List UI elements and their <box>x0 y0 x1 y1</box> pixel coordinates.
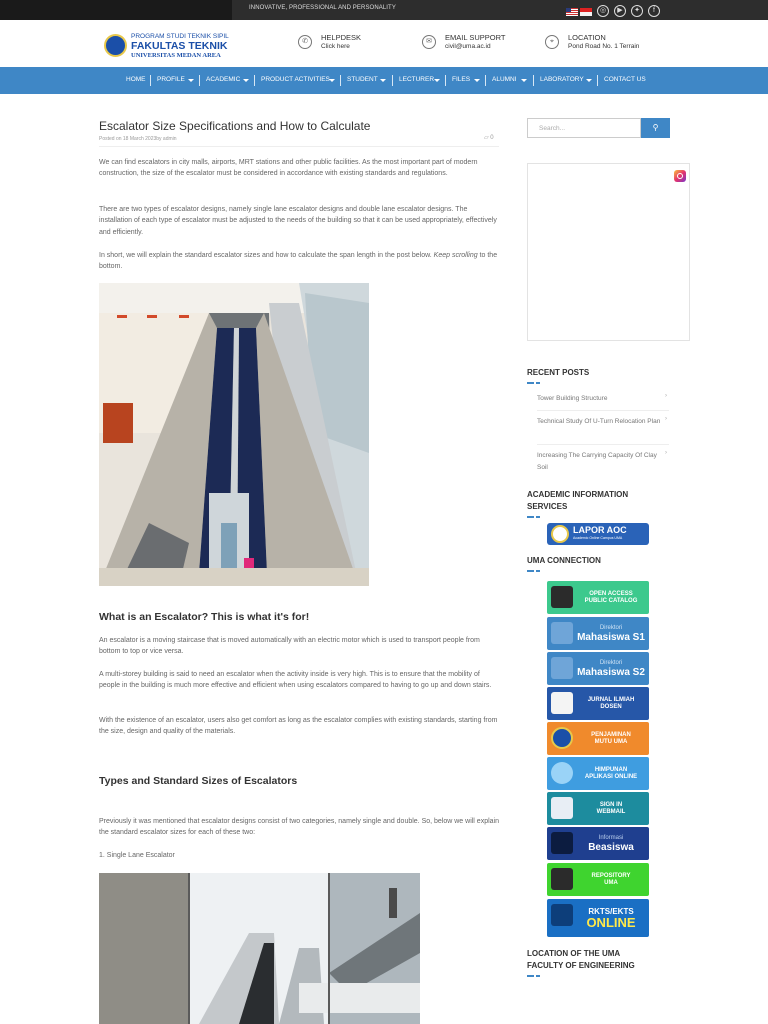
divider <box>99 146 499 147</box>
banner-text <box>575 792 647 825</box>
paragraph-3-emphasis: Keep scrolling <box>433 252 478 259</box>
banner-text <box>575 652 647 685</box>
paragraph-2: There are two types of escalator designs, namely single lane escalator designs and double lane escalator designs. The installation of each type of escalator must be adjusted to the needs of the building so that it can be used appropriately, effectively and efficiently. <box>99 206 497 236</box>
nav-lecturer[interactable]: LECTURER <box>399 76 435 83</box>
recent-posts-title: RECENT POSTS <box>527 368 590 377</box>
chevron-down-icon <box>474 79 480 82</box>
banner-line-1: REPOSITORY <box>591 872 631 879</box>
users-icon <box>551 657 573 679</box>
academic-info-title: ACADEMIC INFORMATION SERVICES <box>527 490 629 511</box>
banner-repository[interactable] <box>547 863 649 896</box>
banner-text <box>575 687 647 720</box>
book-icon <box>551 586 573 608</box>
heading-what-is-escalator: What is an Escalator? This is what it's for! <box>99 611 310 623</box>
comment-count-value: 0 <box>490 135 494 141</box>
banner-line-2: Mahasiswa S2 <box>577 666 645 678</box>
envelope-icon: ✉ <box>422 35 436 49</box>
paragraph-3 <box>99 250 499 273</box>
recent-post-link[interactable]: Increasing The Carrying Capacity Of Clay Soil <box>537 452 657 471</box>
escalator-photo <box>99 283 369 586</box>
widget-title-underline <box>527 382 540 384</box>
heading-types: Types and Standard Sizes of Escalators <box>99 775 298 787</box>
nav-separator <box>340 75 341 86</box>
main-nav <box>0 67 768 94</box>
helpdesk-link[interactable]: Click here <box>321 43 350 50</box>
banner-line-1: HIMPUNAN <box>594 766 628 773</box>
nav-separator <box>392 75 393 86</box>
university-seal-icon <box>104 34 127 57</box>
search-button[interactable] <box>641 118 670 138</box>
logo-line-2: FAKULTAS TEKNIK <box>131 40 228 52</box>
banner-line-2: PUBLIC CATALOG <box>584 597 638 604</box>
divider <box>537 444 669 445</box>
location-title: LOCATION <box>568 33 606 42</box>
chevron-down-icon <box>243 79 249 82</box>
banner-text <box>575 722 647 755</box>
banner-line-1: Informasi <box>598 834 624 841</box>
nav-separator <box>445 75 446 86</box>
banner-text <box>575 863 647 896</box>
university-seal-icon <box>551 525 569 543</box>
instagram-feed-widget <box>527 163 690 341</box>
phone-icon: ✆ <box>298 35 312 49</box>
banner-line-1: Direktori <box>599 659 623 666</box>
facebook-icon[interactable]: f <box>648 5 660 17</box>
chevron-right-icon: › <box>665 450 667 456</box>
banner-line-1: JURNAL ILMIAH <box>587 696 635 703</box>
comment-icon: ▱ <box>484 135 489 141</box>
banner-open-access-catalog[interactable] <box>547 581 649 614</box>
banner-line-2: ONLINE <box>586 914 636 930</box>
helpdesk-title: HELPDESK <box>321 33 362 42</box>
paragraph-8: 1. Single Lane Escalator <box>99 852 175 859</box>
top-bar-dark-block <box>0 0 232 20</box>
map-pin-icon: ⌖ <box>545 35 559 49</box>
university-seal-icon <box>551 727 573 749</box>
nav-files[interactable]: FILES <box>452 76 471 83</box>
nav-student[interactable]: STUDENT <box>347 76 378 83</box>
nav-separator <box>150 75 151 86</box>
chevron-down-icon <box>380 79 386 82</box>
banner-line-1: PENJAMINAN <box>591 731 631 738</box>
chevron-down-icon <box>329 79 335 82</box>
banner-line-2: UMA <box>604 879 618 886</box>
widget-title-underline <box>527 516 540 518</box>
twitter-icon[interactable]: ✦ <box>631 5 643 17</box>
chevron-right-icon: › <box>665 393 667 399</box>
banner-text <box>575 757 647 790</box>
paragraph-7: Previously it was mentioned that escalator designs consist of two categories, namely single and double. So, below we will explain the standard escalator sizes for each of these two: <box>99 818 499 837</box>
search-icon: ⚲ <box>652 123 659 132</box>
instagram-icon[interactable] <box>674 170 686 182</box>
banner-line-1: RKTS/EKTS <box>588 906 634 916</box>
search-input[interactable] <box>527 118 641 138</box>
top-bar <box>0 0 768 20</box>
email-link[interactable]: civil@uma.ac.id <box>445 43 491 50</box>
nav-contact-us[interactable]: CONTACT US <box>604 76 646 83</box>
recent-post-link[interactable]: Tower Building Structure <box>537 395 608 402</box>
banner-jurnal-ilmiah[interactable] <box>547 687 649 720</box>
paragraph-5: A multi-storey building is said to need an escalator when the activity inside is very high. This is to ensure that the mobility of people in the building is much more effective and efficient when using escalators compared to having to go up and down stairs. <box>99 671 492 690</box>
logo-line-1: PROGRAM STUDI TEKNIK SIPIL <box>131 33 229 40</box>
widget-title-underline <box>527 570 540 572</box>
banner-line-2: Mahasiswa S1 <box>577 631 645 643</box>
banner-direktori-s1[interactable] <box>547 617 649 650</box>
paragraph-4: An escalator is a moving staircase that is moved automatically with an electric motor which is used to transport people from bottom to top or vice versa. <box>99 637 480 656</box>
banner-text <box>575 581 647 614</box>
graduation-cap-icon <box>551 832 573 854</box>
paragraph-1: We can find escalators in city malls, airports, MRT stations and other public facilities. As the most important part of modern construction, the size of the escalator must be considered in accordance with existing standards and regulations. <box>99 159 478 178</box>
nav-separator <box>597 75 598 86</box>
english-flag-icon[interactable] <box>566 8 578 16</box>
nav-alumni[interactable]: ALUMNI <box>492 76 517 83</box>
single-lane-escalator-photo <box>99 873 420 1024</box>
email-title: EMAIL SUPPORT <box>445 33 506 42</box>
presentation-icon <box>551 904 573 926</box>
banner-line-2: Beasiswa <box>588 841 634 853</box>
divider <box>537 410 669 411</box>
users-icon <box>551 622 573 644</box>
nav-separator <box>254 75 255 86</box>
banner-text <box>575 827 647 860</box>
atom-icon <box>551 762 573 784</box>
youtube-icon[interactable]: ▶ <box>614 5 626 17</box>
comment-count[interactable] <box>484 134 494 141</box>
banner-line-1: OPEN ACCESS <box>589 590 633 597</box>
post-title[interactable]: Escalator Size Specifications and How to Calculate <box>99 119 371 133</box>
tagline: INNOVATIVE, PROFESSIONAL AND PERSONALITY <box>249 5 396 11</box>
nav-laboratory[interactable]: LABORATORY <box>540 76 584 83</box>
location-widget-title: LOCATION OF THE UMA FACULTY OF ENGINEERING <box>527 949 635 970</box>
banner-line-2: MUTU UMA <box>594 738 628 745</box>
banner-line-1: SIGN IN <box>599 801 623 808</box>
banner-beasiswa[interactable] <box>547 827 649 860</box>
widget-title-underline <box>527 975 540 977</box>
nav-separator <box>533 75 534 86</box>
banner-himpunan-aplikasi[interactable] <box>547 757 649 790</box>
indonesia-flag-icon[interactable] <box>580 8 592 16</box>
banner-direktori-s2[interactable] <box>547 652 649 685</box>
chevron-right-icon: › <box>665 416 667 422</box>
nav-separator <box>485 75 486 86</box>
banner-line-2: WEBMAIL <box>596 808 626 815</box>
envelope-icon <box>551 797 573 819</box>
nav-profile[interactable]: PROFILE <box>157 76 185 83</box>
recent-post-link[interactable]: Technical Study Of U-Turn Relocation Plan <box>537 418 661 425</box>
paragraph-6: With the existence of an escalator, users also get comfort as long as the escalator complies with existing standards, starting from the size, design and quality of the materials. <box>99 717 498 736</box>
location-value: Pond Road No. 1 Terrain <box>568 43 640 50</box>
monitor-icon <box>551 868 573 890</box>
banner-text <box>575 899 647 937</box>
paragraph-3-text: In short, we will explain the standard escalator sizes and how to calculate the span length in the post below. <box>99 252 434 259</box>
lapor-aoc-banner[interactable] <box>547 523 649 545</box>
journal-icon <box>551 692 573 714</box>
lapor-aoc-sublabel: Academic Online Campus UMA <box>573 536 623 540</box>
paragraph-3-end: to the bottom. <box>99 252 498 271</box>
banner-rkts-ekts[interactable] <box>547 899 649 937</box>
chevron-down-icon <box>521 79 527 82</box>
chevron-down-icon <box>188 79 194 82</box>
chevron-down-icon <box>434 79 440 82</box>
banner-line-2: APLIKASI ONLINE <box>584 773 638 780</box>
nav-academic[interactable]: ACADEMIC <box>206 76 241 83</box>
nav-separator <box>199 75 200 86</box>
post-meta: Posted on 18 March 2023by admin <box>99 136 177 142</box>
instagram-icon[interactable]: ◎ <box>597 5 609 17</box>
nav-product-activities[interactable]: PRODUCT ACTIVITIES <box>261 76 330 83</box>
site-logo[interactable] <box>104 33 244 59</box>
banner-webmail[interactable] <box>547 792 649 825</box>
banner-penjaminan-mutu[interactable] <box>547 722 649 755</box>
logo-line-3: UNIVERSITAS MEDAN AREA <box>131 52 221 59</box>
chevron-down-icon <box>586 79 592 82</box>
search-placeholder: Search... <box>539 125 566 132</box>
banner-line-1: Direktori <box>599 624 623 631</box>
lapor-aoc-label: LAPOR AOC <box>573 525 627 535</box>
banner-text <box>575 617 647 650</box>
uma-connection-title: UMA CONNECTION <box>527 556 601 565</box>
nav-home[interactable]: HOME <box>126 76 146 83</box>
banner-line-2: DOSEN <box>600 703 622 710</box>
